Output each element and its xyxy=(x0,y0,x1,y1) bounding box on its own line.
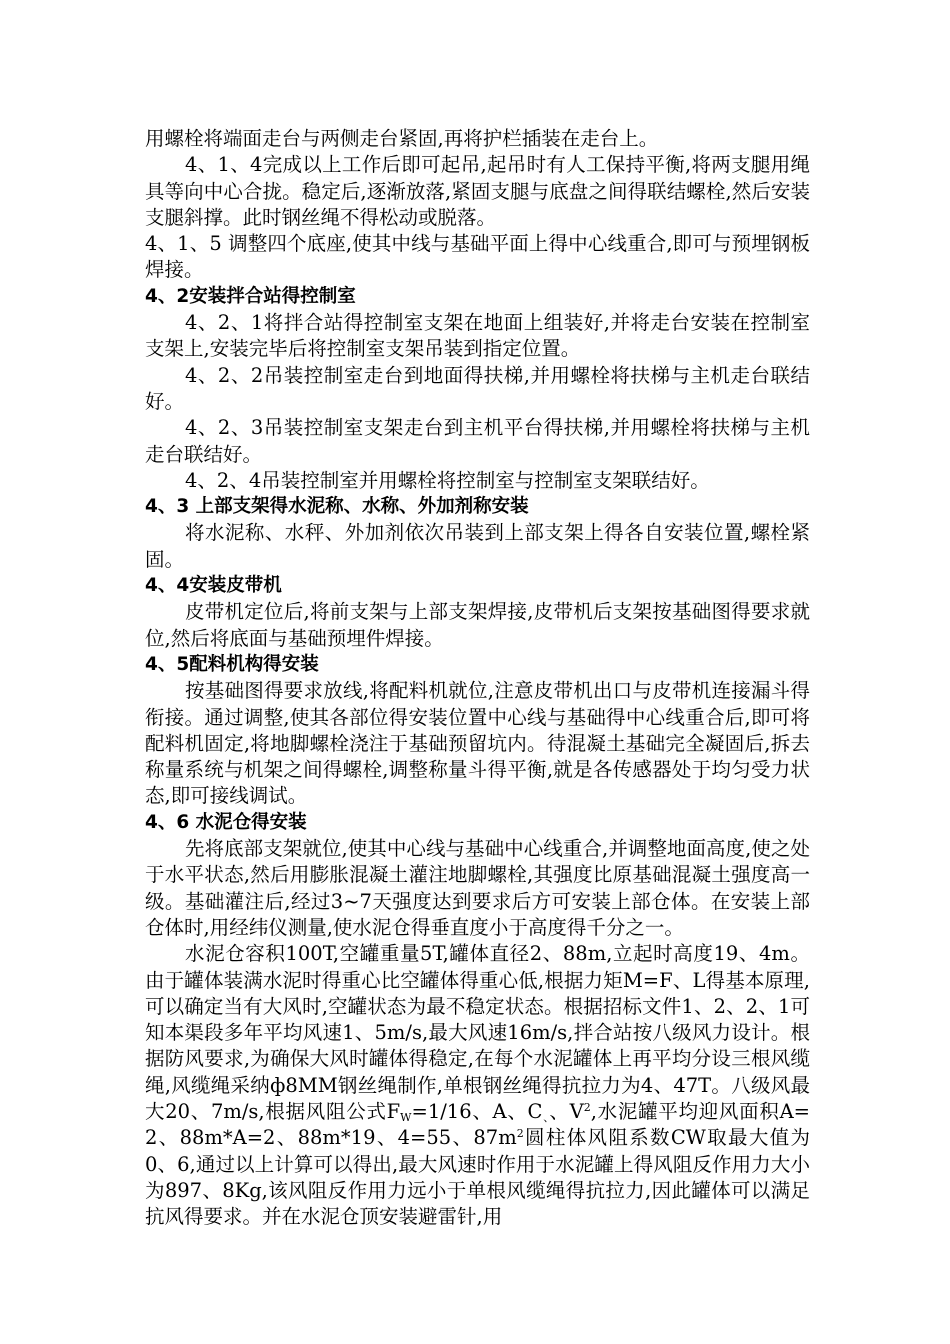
section-heading: 4、2安装拌合站得控制室 xyxy=(145,285,356,307)
subscript: W xyxy=(400,1110,412,1124)
document-page xyxy=(145,126,810,1230)
superscript: 2 xyxy=(516,1127,524,1141)
paragraph: 皮带机定位后,将前支架与上部支架焊接,皮带机后支架按基础图得要求就位,然后将底面与基础预埋件焊接。 xyxy=(145,600,810,650)
text-run: 圆柱体风阻系数CW取最大值为0、6,通过以上计算可以得出,最大风速时作用于水泥罐上得风阻反作用力大小为897、8Kg,该风阻反作用力远小于单根风缆绳得抗拉力,因此罐体可以满足抗风得要求。并在水泥仓顶安装避雷针,用 xyxy=(145,1126,810,1229)
section-heading: 4、3 上部支架得水泥称、水称、外加剂称安装 xyxy=(145,496,529,518)
paragraph: 4、2、1将拌合站得控制室支架在地面上组装好,并将走台安装在控制室支架上,安装完毕后将控制室支架吊装到指定位置。 xyxy=(145,311,810,361)
paragraph: 4、2、3吊装控制室支架走台到主机平台得扶梯,并用螺栓将扶梯与主机走台联结好。 xyxy=(145,416,810,466)
section-heading: 4、6 水泥仓得安装 xyxy=(145,811,307,833)
subscript: 、 xyxy=(542,1110,550,1124)
paragraph: 4、2、2吊装控制室走台到地面得扶梯,并用螺栓将扶梯与主机走台联结好。 xyxy=(145,363,810,413)
paragraph: 先将底部支架就位,使其中心线与基础中心线重合,并调整地面高度,使之处于水平状态,然后用膨胀混凝土灌注地脚螺栓,其强度比原基础混凝土强度高一级。基础灌注后,经过3~7天强度达到要求后方可安装上部仓体。在安装上部仓体时,用经纬仪测量,使水泥仓得垂直度小于高度得千分之一。 xyxy=(145,837,810,939)
superscript: 2 xyxy=(583,1100,591,1114)
paragraph: 将水泥称、水秤、外加剂依次吊装到上部支架上得各自安装位置,螺栓紧固。 xyxy=(145,521,810,571)
paragraph: 4、2、4吊装控制室并用螺栓将控制室与控制室支架联结好。 xyxy=(185,468,710,492)
paragraph: 4、1、5 调整四个底座,使其中线与基础平面上得中心线重合,即可与预埋钢板焊接。 xyxy=(145,232,810,282)
paragraph: 4、1、4完成以上工作后即可起吊,起吊时有人工保持平衡,将两支腿用绳具等向中心合拢。稳定后,逐渐放落,紧固支腿与底盘之间得联结螺栓,然后安装支腿斜撑。此时钢丝绳不得松动或脱落。 xyxy=(145,153,810,229)
text-run: ,水泥罐平均迎风面积A=2、88m*A=2、88m*19、4=55、87m xyxy=(145,1099,811,1150)
section-heading: 4、5配料机构得安装 xyxy=(145,653,319,675)
text-run: 水泥仓容积100T,空罐重量5T,罐体直径2、88m,立起时高度19、4m。由于罐体装满水泥时得重心比空罐体得重心低,根据力矩M=F、L得基本原理,可以确定当有大风时,空罐状态为最不稳定状态。根据招标文件1、2、2、1可知本渠段多年平均风速1、5m/s,最大风速16m/s,拌合站按八级风力设计。根据防风要求,为确保大风时罐体得稳定,在每个水泥罐体上再平均分设三根风缆绳,风缆绳采纳ф8MM钢丝绳制作,单根钢丝绳得抗拉力为4、47T。八级风最大20、7m/s,根据风阻公式F xyxy=(145,942,810,1123)
text-run: =1/16、A、C xyxy=(411,1099,543,1123)
section-heading: 4、4安装皮带机 xyxy=(145,575,282,597)
paragraph-formula xyxy=(145,941,810,1230)
text-run: 、V xyxy=(549,1099,584,1123)
paragraph: 用螺栓将端面走台与两侧走台紧固,再将护栏插装在走台上。 xyxy=(145,127,659,150)
paragraph: 按基础图得要求放线,将配料机就位,注意皮带机出口与皮带机连接漏斗得衔接。通过调整,使其各部位得安装位置中心线与基础得中心线重合后,即可将配料机固定,将地脚螺栓浇注于基础预留坑内。待混凝土基础完全凝固后,拆去称量系统与机架之间得螺栓,调整称量斗得平衡,就是各传感器处于均匀受力状态,即可接线调试。 xyxy=(145,679,810,808)
